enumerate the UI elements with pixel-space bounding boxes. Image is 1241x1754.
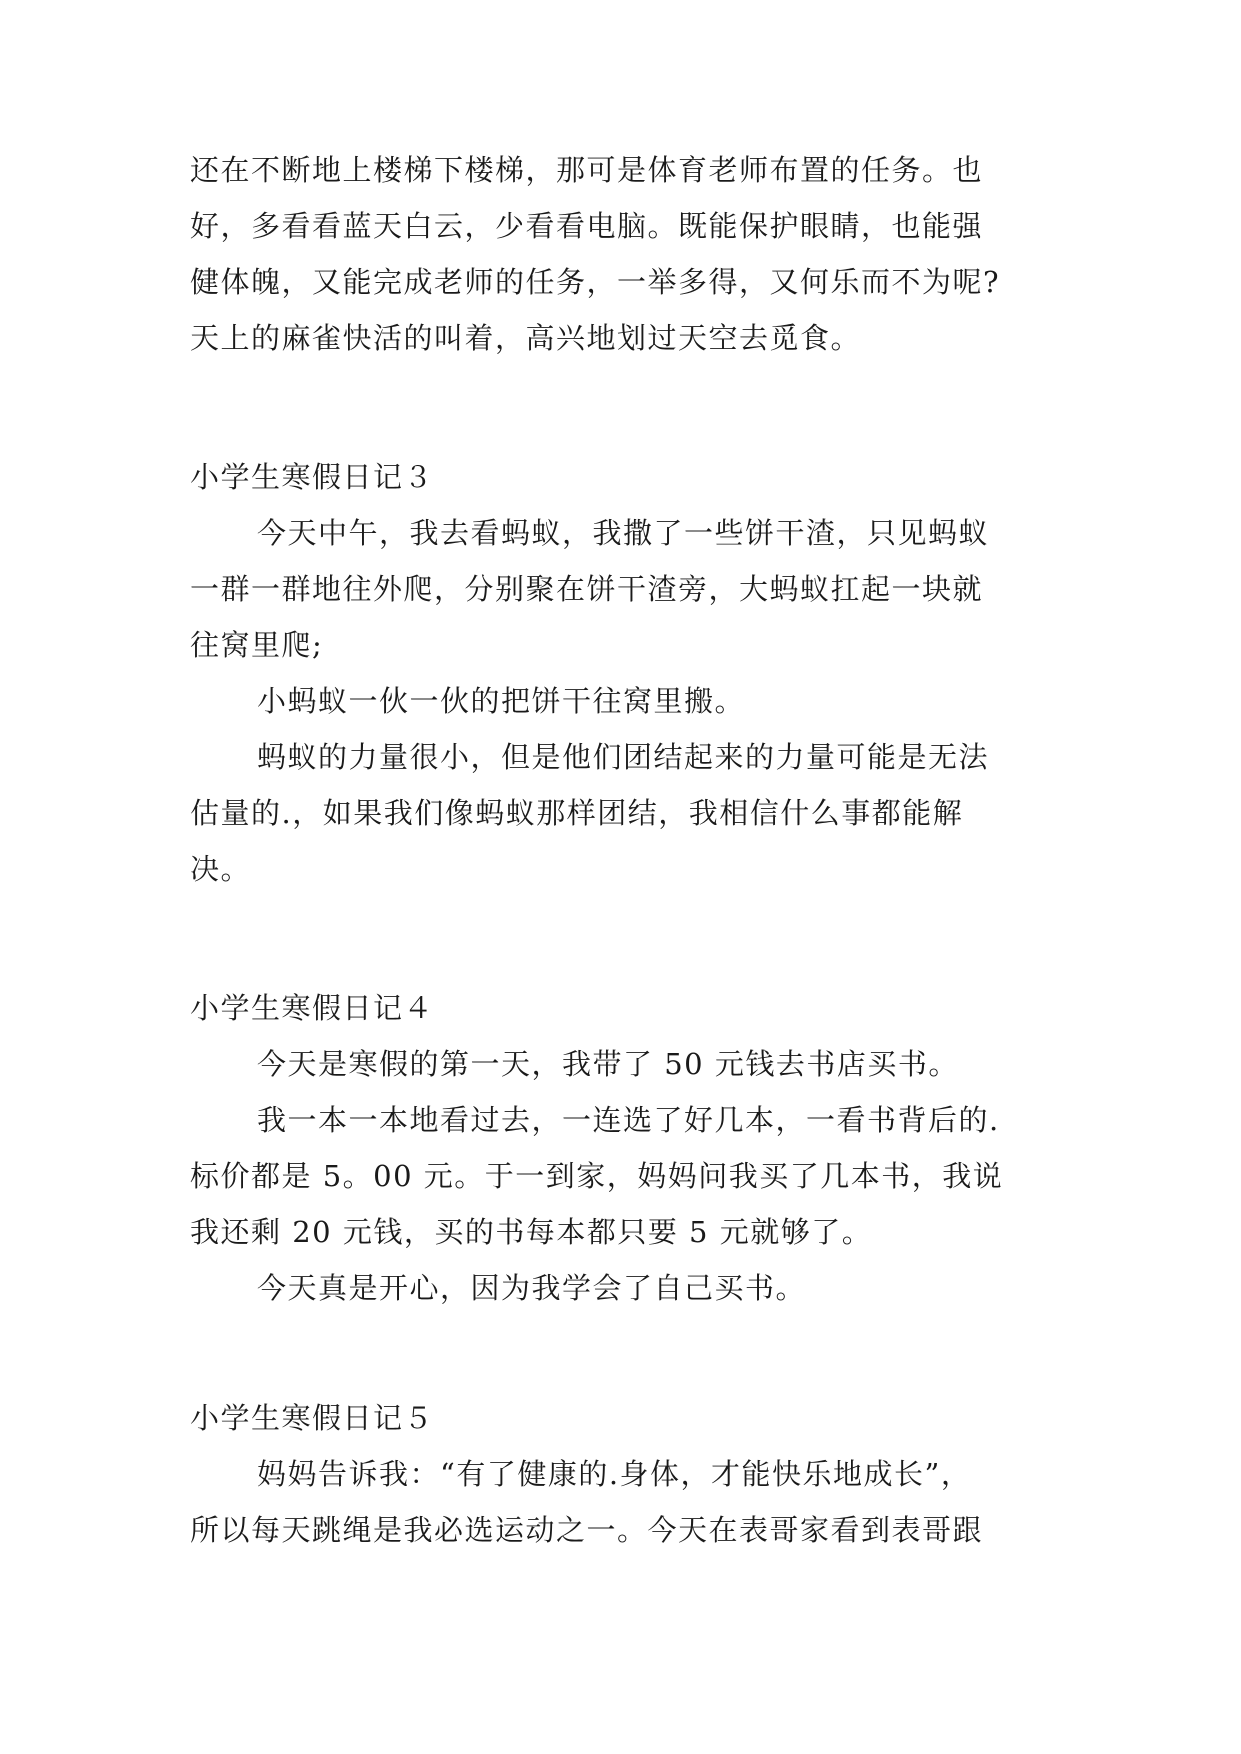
text-line: 蚂蚁的力量很小，但是他们团结起来的力量可能是无法 [257, 740, 990, 774]
section-heading: 小学生寒假日记３ [190, 460, 435, 494]
section-heading: 小学生寒假日记５ [190, 1401, 435, 1435]
text-line: 今天真是开心，因为我学会了自己买书。 [257, 1271, 807, 1305]
text-line: 小蚂蚁一伙一伙的把饼干往窝里搬。 [257, 684, 746, 718]
text-line: 估量的.，如果我们像蚂蚁那样团结，我相信什么事都能解 [190, 796, 964, 830]
text-line: 决。 [190, 852, 252, 886]
text-line: 好，多看看蓝天白云，少看看电脑。既能保护眼睛，也能强 [190, 209, 984, 243]
text-line: 一群一群地往外爬，分别聚在饼干渣旁，大蚂蚁扛起一块就 [190, 572, 984, 606]
text-line: 标价都是 5。00 元。于一到家，妈妈问我买了几本书，我说 [190, 1159, 1004, 1193]
text-line: 今天是寒假的第一天，我带了 50 元钱去书店买书。 [257, 1047, 959, 1081]
section-heading: 小学生寒假日记４ [190, 991, 435, 1025]
text-line: 今天中午，我去看蚂蚁，我撒了一些饼干渣，只见蚂蚁 [257, 516, 990, 550]
text-line: 天上的麻雀快活的叫着，高兴地划过天空去觅食。 [190, 321, 862, 355]
text-line: 还在不断地上楼梯下楼梯，那可是体育老师布置的任务。也 [190, 153, 984, 187]
text-line: 妈妈告诉我：“有了健康的.身体，才能快乐地成长”， [257, 1457, 972, 1491]
text-line: 我还剩 20 元钱，买的书每本都只要 5 元就够了。 [190, 1215, 873, 1249]
text-line: 往窝里爬; [190, 628, 324, 662]
text-line: 健体魄，又能完成老师的任务，一举多得，又何乐而不为呢? [190, 265, 1001, 299]
text-line: 所以每天跳绳是我必选运动之一。今天在表哥家看到表哥跟 [190, 1513, 984, 1547]
text-line: 我一本一本地看过去，一连选了好几本，一看书背后的. [257, 1103, 1000, 1137]
